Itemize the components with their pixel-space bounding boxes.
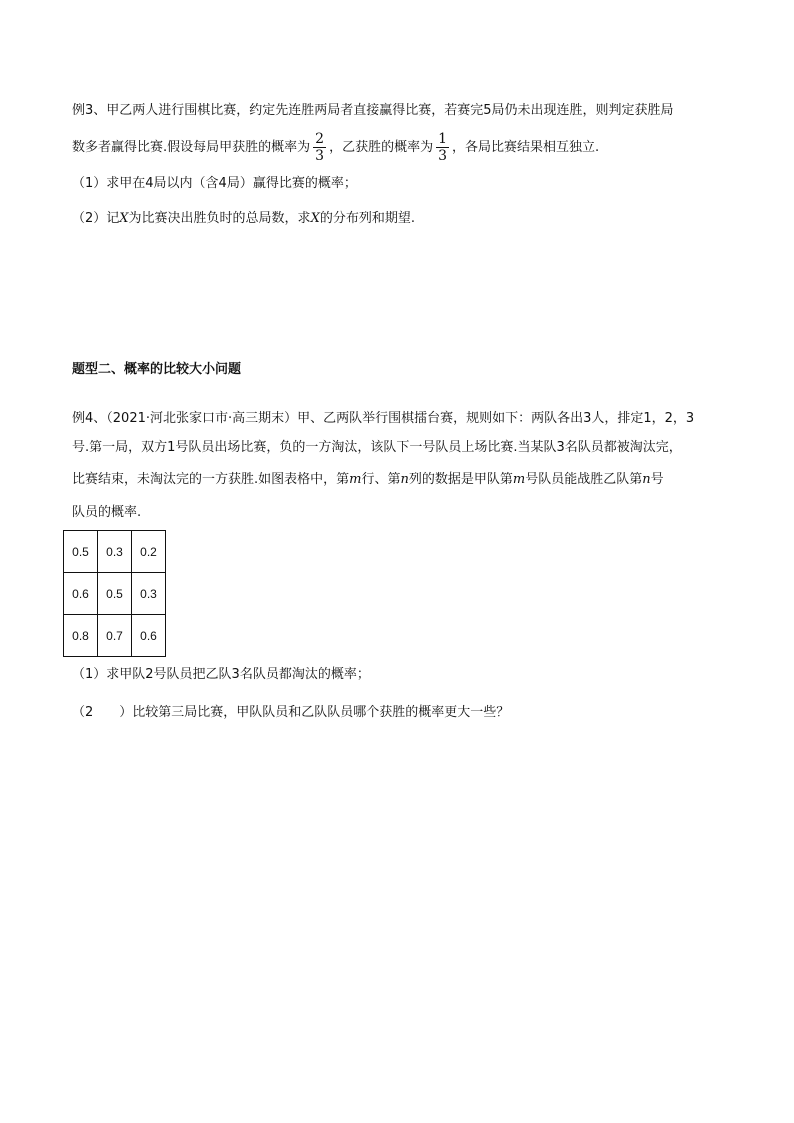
fraction-two-thirds <box>313 131 326 164</box>
variable-x: X <box>310 211 320 226</box>
table-cell: 0.8 <box>64 615 98 657</box>
example3-question1: （1）求甲在4局以内（含4局）赢得比赛的概率； <box>72 176 357 191</box>
table-cell: 0.5 <box>98 573 132 615</box>
table-row <box>64 573 166 615</box>
example4-question1: （1）求甲队2号队员把乙队3名队员都淘汰的概率； <box>72 667 370 682</box>
table-row <box>64 615 166 657</box>
e4-text1: 比赛结束，未淘汰完的一方获胜.如图表格中，第 <box>72 472 350 487</box>
example4-line2: 号.第一局，双方1号队员出场比赛，负的一方淘汰，该队下一号队员上场比赛.当某队3名队员都被淘汰完， <box>72 440 682 455</box>
example3-line2-text1: 数多者赢得比赛.假设每局甲获胜的概率为 <box>72 140 311 155</box>
e4-text5: 号 <box>650 472 664 487</box>
q2-text2: 为比赛决出胜负时的总局数，求 <box>128 211 311 226</box>
table-cell: 0.6 <box>64 573 98 615</box>
table-cell: 0.7 <box>98 615 132 657</box>
example4-line1: 例4、（2021·河北张家口市·高三期末）甲、乙两队举行围棋擂台赛，规则如下：两队各出3人，排定1，2，3 <box>72 411 695 426</box>
variable-x: X <box>119 211 129 226</box>
table-row <box>64 531 166 573</box>
table-cell: 0.6 <box>132 615 166 657</box>
example4-line4: 队员的概率. <box>72 505 142 520</box>
table-cell: 0.2 <box>132 531 166 573</box>
variable-m: m <box>512 472 526 487</box>
q2-text1: （2）记 <box>72 211 120 226</box>
fraction-one-third <box>436 131 449 164</box>
e4-text2: 行、第 <box>361 472 401 487</box>
example3-question2 <box>72 209 415 229</box>
fraction-denominator: 3 <box>315 148 325 164</box>
fraction-numerator: 2 <box>315 131 325 147</box>
example3-line1: 例3、甲乙两人进行围棋比赛，约定先连胜两局者直接赢得比赛，若赛完5局仍未出现连胜，则判定获胜局 <box>72 103 674 118</box>
q2-text3: 的分布列和期望. <box>319 211 415 226</box>
table-cell: 0.5 <box>64 531 98 573</box>
e4-text3: 列的数据是甲队第 <box>408 472 513 487</box>
example3-line2-text3: ，各局比赛结果相互独立. <box>452 140 600 155</box>
example4-line3 <box>72 470 664 490</box>
example4-question2: （2 ）比较第三局比赛，甲队队员和乙队队员哪个获胜的概率更大一些？ <box>72 705 510 720</box>
variable-m: m <box>349 472 362 487</box>
example3-line2 <box>72 130 599 166</box>
variable-n: n <box>400 472 409 487</box>
section2-title: 题型二、概率的比较大小问题 <box>72 362 242 377</box>
fraction-denominator: 3 <box>438 148 447 164</box>
fraction-numerator: 1 <box>438 131 447 147</box>
table-cell: 0.3 <box>98 531 132 573</box>
probability-table <box>63 530 166 657</box>
example3-line2-text2: ，乙获胜的概率为 <box>329 140 434 155</box>
e4-text4: 号队员能战胜乙队第 <box>525 472 643 487</box>
table-cell: 0.3 <box>132 573 166 615</box>
variable-n: n <box>642 472 651 487</box>
